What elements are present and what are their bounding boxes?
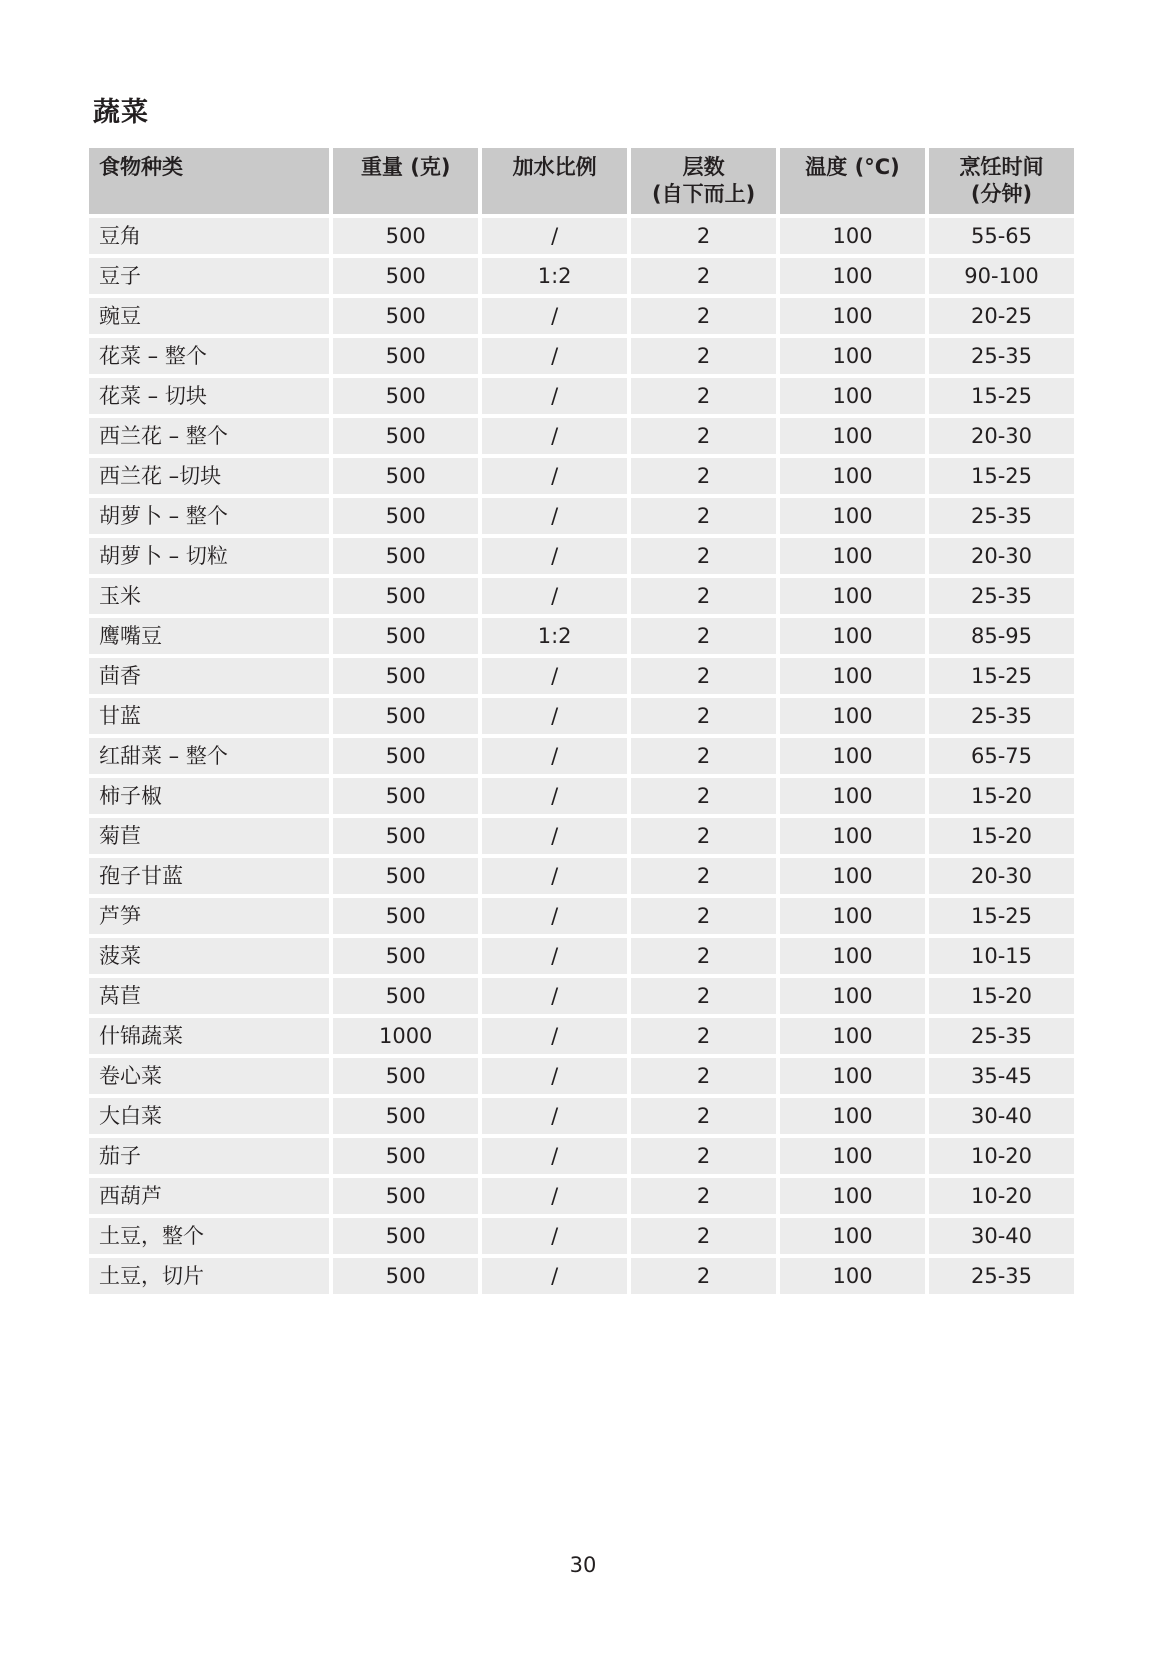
cell-cooking-time: 15-25 (929, 378, 1074, 414)
cell-weight: 500 (333, 1138, 478, 1174)
cell-cooking-time: 15-20 (929, 978, 1074, 1014)
cell-weight: 500 (333, 1098, 478, 1134)
cell-weight: 500 (333, 1258, 478, 1294)
cell-food-type: 红甜菜 – 整个 (89, 738, 329, 774)
cell-rack-level: 2 (631, 698, 776, 734)
cell-cooking-time: 25-35 (929, 1258, 1074, 1294)
header-cooking-time-line: (分钟) (970, 182, 1033, 206)
cell-rack-level: 2 (631, 858, 776, 894)
cell-water-ratio: / (482, 578, 627, 614)
cell-weight: 500 (333, 258, 478, 294)
table-row (89, 978, 1074, 1014)
cell-rack-level: 2 (631, 938, 776, 974)
cell-cooking-time: 55-65 (929, 218, 1074, 254)
cell-rack-level: 2 (631, 218, 776, 254)
cell-rack-level: 2 (631, 258, 776, 294)
table-row (89, 1258, 1074, 1294)
cell-weight: 500 (333, 818, 478, 854)
cell-food-type: 豆角 (89, 218, 329, 254)
cell-rack-level: 2 (631, 578, 776, 614)
cell-cooking-time: 30-40 (929, 1098, 1074, 1134)
cell-temperature: 100 (780, 458, 925, 494)
header-water-ratio (482, 148, 627, 214)
cell-water-ratio: / (482, 858, 627, 894)
cell-water-ratio: / (482, 698, 627, 734)
cell-food-type: 柿子椒 (89, 778, 329, 814)
cell-food-type: 菊苣 (89, 818, 329, 854)
table-row (89, 618, 1074, 654)
cell-rack-level: 2 (631, 658, 776, 694)
cell-temperature: 100 (780, 858, 925, 894)
cell-temperature: 100 (780, 818, 925, 854)
cell-food-type: 莴苣 (89, 978, 329, 1014)
table-row (89, 1098, 1074, 1134)
cell-temperature: 100 (780, 618, 925, 654)
cell-water-ratio: / (482, 1058, 627, 1094)
cell-weight: 500 (333, 738, 478, 774)
cell-weight: 500 (333, 858, 478, 894)
table-row (89, 858, 1074, 894)
table-header-row (89, 148, 1074, 214)
cell-water-ratio: / (482, 898, 627, 934)
cell-weight: 500 (333, 1058, 478, 1094)
cell-rack-level: 2 (631, 378, 776, 414)
table-row (89, 698, 1074, 734)
cell-weight: 500 (333, 498, 478, 534)
cell-temperature: 100 (780, 498, 925, 534)
section-title: 蔬菜 (93, 97, 149, 128)
cell-rack-level: 2 (631, 1098, 776, 1134)
cell-weight: 500 (333, 1178, 478, 1214)
cell-temperature: 100 (780, 778, 925, 814)
cell-cooking-time: 25-35 (929, 1018, 1074, 1054)
header-weight (333, 148, 478, 214)
header-rack-level (631, 148, 776, 214)
table-row (89, 378, 1074, 414)
cell-temperature: 100 (780, 538, 925, 574)
table-row (89, 658, 1074, 694)
table-row (89, 578, 1074, 614)
cell-cooking-time: 10-20 (929, 1178, 1074, 1214)
cell-cooking-time: 15-20 (929, 778, 1074, 814)
cell-temperature: 100 (780, 1218, 925, 1254)
cell-rack-level: 2 (631, 1058, 776, 1094)
cell-food-type: 西兰花 – 整个 (89, 418, 329, 454)
cell-cooking-time: 20-30 (929, 418, 1074, 454)
cell-weight: 500 (333, 778, 478, 814)
cell-water-ratio: 1:2 (482, 618, 627, 654)
cell-temperature: 100 (780, 1018, 925, 1054)
cell-cooking-time: 15-25 (929, 658, 1074, 694)
cell-weight: 500 (333, 658, 478, 694)
cell-cooking-time: 10-20 (929, 1138, 1074, 1174)
cell-rack-level: 2 (631, 498, 776, 534)
cell-cooking-time: 35-45 (929, 1058, 1074, 1094)
cell-rack-level: 2 (631, 1178, 776, 1214)
cell-water-ratio: / (482, 1018, 627, 1054)
cell-rack-level: 2 (631, 1018, 776, 1054)
cell-cooking-time: 15-20 (929, 818, 1074, 854)
cell-food-type: 花菜 – 整个 (89, 338, 329, 374)
cell-rack-level: 2 (631, 618, 776, 654)
cell-temperature: 100 (780, 1058, 925, 1094)
cell-food-type: 菠菜 (89, 938, 329, 974)
page-number: 30 (569, 1553, 597, 1577)
cell-water-ratio: / (482, 298, 627, 334)
cell-water-ratio: / (482, 458, 627, 494)
cell-water-ratio: / (482, 978, 627, 1014)
cell-weight: 500 (333, 538, 478, 574)
cell-rack-level: 2 (631, 458, 776, 494)
header-water-ratio-line: 加水比例 (512, 155, 597, 179)
cell-food-type: 土豆，整个 (89, 1218, 329, 1254)
cell-water-ratio: / (482, 218, 627, 254)
cell-rack-level: 2 (631, 1258, 776, 1294)
cell-cooking-time: 25-35 (929, 698, 1074, 734)
cell-temperature: 100 (780, 658, 925, 694)
cell-water-ratio: / (482, 1098, 627, 1134)
cell-water-ratio: / (482, 1178, 627, 1214)
cell-water-ratio: / (482, 1218, 627, 1254)
cell-food-type: 土豆，切片 (89, 1258, 329, 1294)
cell-food-type: 豆子 (89, 258, 329, 294)
cell-food-type: 胡萝卜 – 整个 (89, 498, 329, 534)
table-row (89, 1138, 1074, 1174)
cell-cooking-time: 20-30 (929, 858, 1074, 894)
header-rack-level-line: 层数 (682, 155, 725, 179)
cell-rack-level: 2 (631, 778, 776, 814)
cell-rack-level: 2 (631, 418, 776, 454)
cell-cooking-time: 10-15 (929, 938, 1074, 974)
table-row (89, 1018, 1074, 1054)
cell-temperature: 100 (780, 938, 925, 974)
cell-rack-level: 2 (631, 978, 776, 1014)
cell-weight: 500 (333, 978, 478, 1014)
cell-food-type: 茄子 (89, 1138, 329, 1174)
cell-temperature: 100 (780, 698, 925, 734)
cell-food-type: 大白菜 (89, 1098, 329, 1134)
cell-temperature: 100 (780, 258, 925, 294)
cell-water-ratio: / (482, 1258, 627, 1294)
cell-rack-level: 2 (631, 538, 776, 574)
cell-temperature: 100 (780, 1138, 925, 1174)
cell-water-ratio: / (482, 738, 627, 774)
cell-temperature: 100 (780, 578, 925, 614)
header-temperature (780, 148, 925, 214)
table-row (89, 1218, 1074, 1254)
cell-rack-level: 2 (631, 338, 776, 374)
cell-temperature: 100 (780, 1098, 925, 1134)
cell-food-type: 胡萝卜 – 切粒 (89, 538, 329, 574)
header-cooking-time (929, 148, 1074, 214)
cell-water-ratio: / (482, 1138, 627, 1174)
table-row (89, 418, 1074, 454)
cell-food-type: 什锦蔬菜 (89, 1018, 329, 1054)
cell-food-type: 甘蓝 (89, 698, 329, 734)
header-food-type (89, 148, 329, 214)
cell-water-ratio: / (482, 818, 627, 854)
table-row (89, 1178, 1074, 1214)
cell-water-ratio: / (482, 498, 627, 534)
cell-weight: 500 (333, 938, 478, 974)
cell-weight: 500 (333, 378, 478, 414)
cell-temperature: 100 (780, 218, 925, 254)
table-row (89, 938, 1074, 974)
cell-water-ratio: / (482, 778, 627, 814)
table-row (89, 1058, 1074, 1094)
cell-weight: 500 (333, 1218, 478, 1254)
cell-weight: 500 (333, 418, 478, 454)
cell-rack-level: 2 (631, 818, 776, 854)
cell-cooking-time: 15-25 (929, 898, 1074, 934)
table-row (89, 258, 1074, 294)
cell-cooking-time: 85-95 (929, 618, 1074, 654)
cell-food-type: 西葫芦 (89, 1178, 329, 1214)
vegetable-cooking-table (85, 144, 1078, 1298)
cell-weight: 500 (333, 578, 478, 614)
table-row (89, 458, 1074, 494)
table-row (89, 498, 1074, 534)
cell-temperature: 100 (780, 1258, 925, 1294)
table-row (89, 778, 1074, 814)
cell-food-type: 西兰花 –切块 (89, 458, 329, 494)
header-rack-level-line: (自下而上) (651, 182, 756, 206)
cell-temperature: 100 (780, 338, 925, 374)
cell-food-type: 孢子甘蓝 (89, 858, 329, 894)
cell-rack-level: 2 (631, 1218, 776, 1254)
cell-cooking-time: 25-35 (929, 578, 1074, 614)
cell-food-type: 茴香 (89, 658, 329, 694)
cell-temperature: 100 (780, 1178, 925, 1214)
cell-weight: 500 (333, 898, 478, 934)
cell-cooking-time: 65-75 (929, 738, 1074, 774)
cell-rack-level: 2 (631, 738, 776, 774)
cell-weight: 500 (333, 218, 478, 254)
table-row (89, 338, 1074, 374)
cell-food-type: 玉米 (89, 578, 329, 614)
cell-food-type: 豌豆 (89, 298, 329, 334)
cell-weight: 500 (333, 458, 478, 494)
header-food-type-line: 食物种类 (99, 155, 183, 179)
cell-temperature: 100 (780, 298, 925, 334)
cell-water-ratio: / (482, 538, 627, 574)
cell-weight: 500 (333, 618, 478, 654)
cell-weight: 500 (333, 338, 478, 374)
cell-rack-level: 2 (631, 898, 776, 934)
cell-temperature: 100 (780, 738, 925, 774)
cell-rack-level: 2 (631, 298, 776, 334)
cell-cooking-time: 90-100 (929, 258, 1074, 294)
cell-water-ratio: / (482, 378, 627, 414)
cell-cooking-time: 20-25 (929, 298, 1074, 334)
cell-cooking-time: 25-35 (929, 338, 1074, 374)
cell-weight: 1000 (333, 1018, 478, 1054)
cell-weight: 500 (333, 698, 478, 734)
cell-food-type: 花菜 – 切块 (89, 378, 329, 414)
cell-rack-level: 2 (631, 1138, 776, 1174)
header-cooking-time-line: 烹饪时间 (959, 155, 1044, 179)
table-row (89, 298, 1074, 334)
table-row (89, 738, 1074, 774)
table-row (89, 538, 1074, 574)
cell-water-ratio: 1:2 (482, 258, 627, 294)
table-row (89, 898, 1074, 934)
cell-food-type: 芦笋 (89, 898, 329, 934)
cell-water-ratio: / (482, 658, 627, 694)
cell-temperature: 100 (780, 378, 925, 414)
cell-water-ratio: / (482, 418, 627, 454)
cell-cooking-time: 25-35 (929, 498, 1074, 534)
cell-food-type: 卷心菜 (89, 1058, 329, 1094)
cell-water-ratio: / (482, 338, 627, 374)
cell-water-ratio: / (482, 938, 627, 974)
cell-cooking-time: 15-25 (929, 458, 1074, 494)
table-body (89, 218, 1074, 1294)
cell-food-type: 鹰嘴豆 (89, 618, 329, 654)
table-row (89, 218, 1074, 254)
cell-temperature: 100 (780, 978, 925, 1014)
table-row (89, 818, 1074, 854)
cell-temperature: 100 (780, 418, 925, 454)
cell-temperature: 100 (780, 898, 925, 934)
header-temperature-line: 温度 (°C) (805, 155, 900, 179)
cell-weight: 500 (333, 298, 478, 334)
header-weight-line: 重量 (克) (360, 155, 451, 179)
cell-cooking-time: 30-40 (929, 1218, 1074, 1254)
cell-cooking-time: 20-30 (929, 538, 1074, 574)
